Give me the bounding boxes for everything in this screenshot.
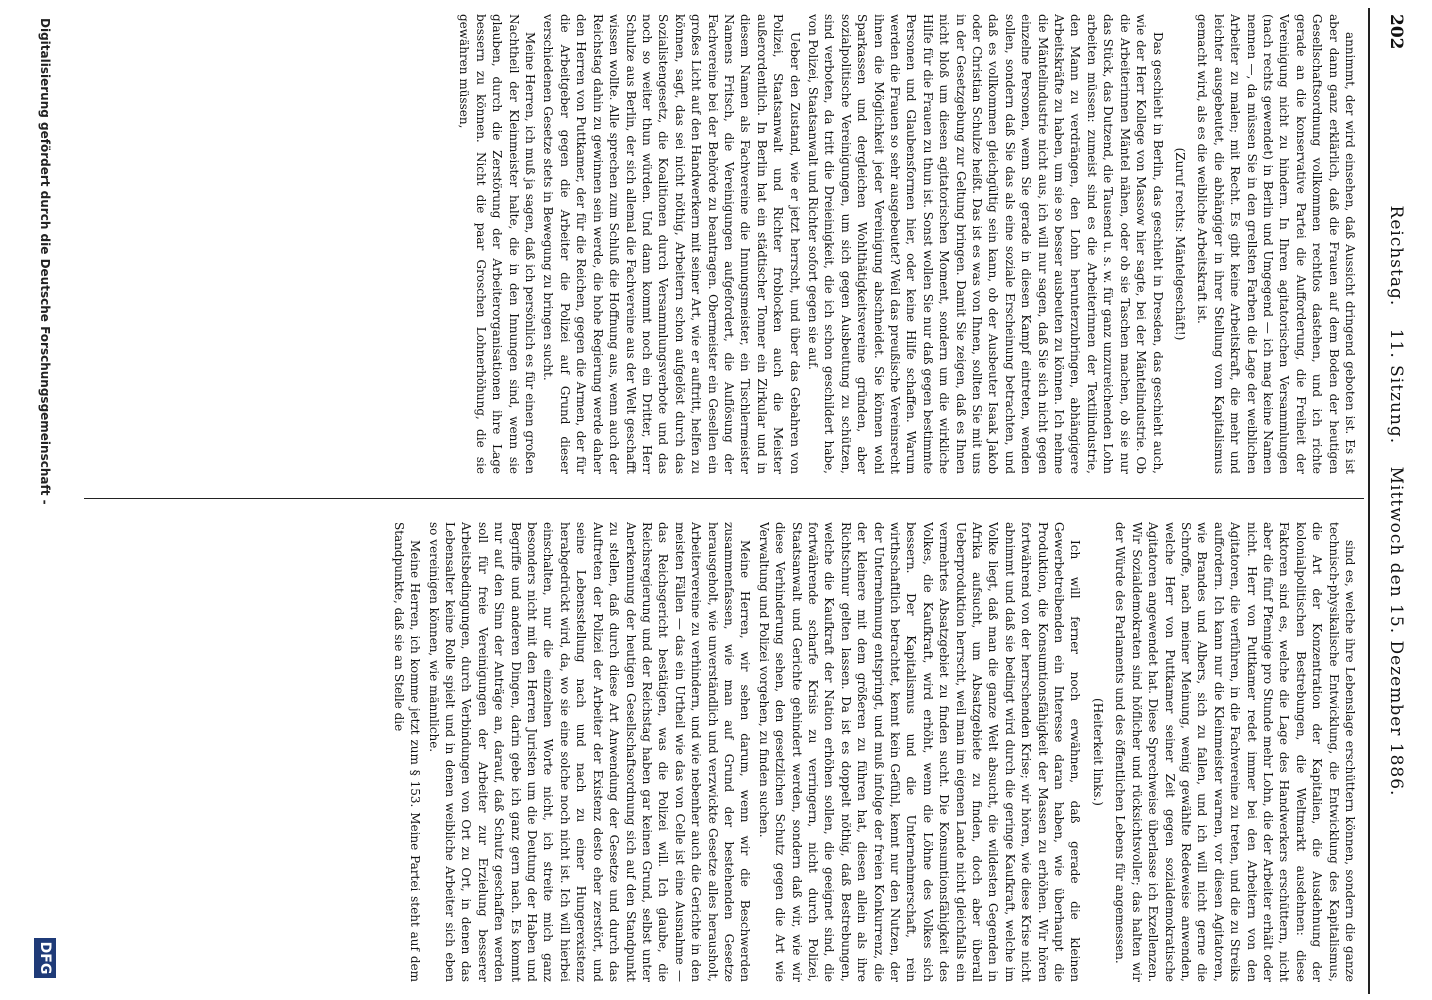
- column-divider: [84, 498, 1364, 499]
- paragraph: Meine Herren, wir sehen darum, wenn wir die Beschwerden zusammenfassen, wie man auf Grund der bestehenden Gesetze herausgeholt, wie unverständlich und verzwickte Gesetze alles herausholt, Arbeitervereine zu verhindern, und wie nebenher auch die Gerichte in den meisten Fällen — das ein Urtheil wie das von Celle ist eine Ausnahme — das Reichsgericht bestätigen, was die Polizei will. Ich glaube, die Reichsregierung und der Reichstag haben gar keinen Grund, selbst unter Anerkennung der heutigen Gesellschaftsordnung sich auf den Standpunkt zu stellen, daß durch diese Art Anwendung der Gesetze und durch das Auftreten der Polizei der Arbeiter der Existenz desto eher zerstört, und seine Lebensstellung nach und nach zu einer Hungerexistenz herabgedrückt wird, da, wo sie eine solche noch nicht ist. Ich will hierbei einschalten, nur die einzelnen Worte nicht, ich streite mich ganz besonders nicht mit den Herren Juristen um die Deutung der Haben und Begriffe und anderen Dingen, darin gebe ich ganz gern nach. Es kommt nur auf den Sinn der Anträge an, darauf, daß Schutz geschaffen werden soll für freie Vereinigungen der Arbeiter zur Erzielung besserer Arbeitsbedingungen, durch Verbindungen von Ort zu Ort, in denen das Lebensalter keine Rolle spielt und in denen weibliche Arbeiter sich eben so vereinigen können, wie männliche.: [426, 522, 753, 982]
- text-column-left: [88, 14, 1358, 474]
- paragraph: Meine Herren, ich muß ja sagen, daß ich persönlich es für einen großen Nachtheil der Kleinmeister halte, die in den Innungen sind, wenn sie glauben, durch die Zerstörung der Arbeiterorganisationen ihre Lage bessern zu können. Nicht die paar Groschen Lohnerhöhung, die sie gewähren müssen,: [457, 14, 538, 474]
- interjection: (Zuruf rechts: Mäntelgeschäft!): [1172, 147, 1187, 341]
- page-number: 202: [1386, 14, 1406, 50]
- page-header: [1368, 8, 1416, 994]
- funding-note: Digitalisierung gefördert durch die Deutsche Forschungsgemeinschaft -: [38, 18, 52, 505]
- running-head-title: Reichstag.: [1386, 205, 1406, 307]
- dfg-logo: DFG: [34, 938, 56, 978]
- paragraph: Ich will ferner noch erwähnen, daß gerade die kleinen Gewerbetreibenden ein Interesse daran haben, wie überhaupt die Produktion, die Konsumtionsfähigkeit der Massen zu erhöhen. Wir hören fortwährend von der herrschenden Krise; wir hören, wie diese Krise nicht abnimmt und daß sie bedingt wird durch die geringe Kaufkraft, welche im Volke liegt, daß man die ganze Welt absucht, die wildesten Gegenden in Afrika aufsucht, um Absatzgebiete zu finden, doch aber überall Ueberproduktion herrscht, weil man im eigenen Lande nicht gleichfalls ein vermehrtes Absatzgebiet zu finden sucht. Die Konsumtionsfähigkeit des Volkes, die Kaufkraft, wird erhöht, wenn die Löhne des Volkes sich bessern. Der Kapitalismus und die Unternehmerschaft, rein wirthschaftlich betrachtet, kennt kein Gefühl, kennt nur den Nutzen, der der Unternehmung entspringt, und muß infolge der freien Konkurrenz, die der kleinere mit dem größeren zu führen hat, diesen allein als ihre Richtschnur gelten lassen. Da ist es doppelt nöthig, daß Bestrebungen, welche die Kaufkraft der Nation erhöhen sollen, die geeignet sind, die fortwährende scharfe Krisis zu verringern, nicht durch Polizei, Staatsanwalt und Gerichte gehindert werden, sondern daß wir, wie wir diese Verhinderung sehen, den gesetzlichen Schutz gegen die Art wie Verwaltung und Polizei vorgehen, zu finden suchen.: [756, 522, 1083, 982]
- paragraph: Meine Herren, ich komme jetzt zum § 153. Meine Partei steht auf dem Standpunkte, daß sie an Stelle die: [391, 522, 423, 982]
- text-column-right: [88, 522, 1358, 982]
- running-head: [1386, 8, 1406, 994]
- rotated-document-page: [16, 8, 1416, 994]
- paragraph: sind es, welche ihre Lebenslage erschüttern können, sondern die ganze technisch-physikalische Entwicklung, die Entwicklung des Kapitalismus, die Art der Konzentration der Kapitalien, die Ausdehnung der kolonialpolitischen Bestrebungen, die Weltmarkt ausdehnen: diese Faktoren sind es, welche die Lage des Handwerkers erschüttern, nicht aber die fünf Pfennige pro Stunde mehr Lohn, die der Arbeiter erhält oder nicht. Herr von Puttkamer redet immer bei den Arbeitern von den Agitatoren, die verführen, in die Fachvereine zu treten, und die zu Streiks auffordern. Ich kann nur die Kleinmeister warnen, vor diesen Agitatoren, wie Brandes und Albers, sich zu fallen, und ich will nicht gerne die Schroffe, nach meiner Meinung, wenig gewählte Redeweise anwenden, welche Herr von Puttkamer seiner Zeit gegen sozialdemokratische Agitatoren angewendet hat. Diese Sprechweise überlasse ich Exzellenzen. Wir Sozialdemokraten sind höflicher und rücksichtsvoller; das halten wir der Würde des Parlaments und des öffentlichen Lebens für angemessen.: [1113, 522, 1357, 982]
- paragraph: Ueber den Zustand, wie er jetzt herrscht, und über das Gebahren von Polizei, Staatsanwalt und Richter froblocken auch die Meister außerordentlich. In Berlin hat ein städtischer Tonner ein Zirkular und in diesem Namen als Fachvereine die Innungsmeister, ein Tischlermeister Namens Fritsch, die Vereinigungen aufgefordert, die Auflösung der Fachvereine bei der Behörde zu beantragen. Obermeister ein Gesellen ein großes Licht auf den Handwerkern mit seiner Art, wie er auftritt, helfen zu können, sagt, das sei nicht nöthig, Arbeitern schon aufgelöst durch das Sozialistengesetz, die Koalitionen durch Versammlungsverbote und das noch so weiter thun würden. Und dann kommt noch ein Dritter, Herr Schulze aus Berlin, der sich allemal die Fachvereine aus der Welt geschafft wissen wollte. Alle sprechen zum Schluß die Hoffnung aus, wenn auch der Reichstag dahin zu gewinnen sein werde, die hohe Regierung werde daher den Herren von Puttkamer, der für die Reichen, gegen die Armen, der für die Arbeitgeber gegen die Arbeiter die Polizei auf Grund dieser verschiedenen Gesetze stets in Bewegung zu bringen sucht.: [541, 14, 802, 474]
- running-head-session: 11. Sitzung.: [1386, 328, 1406, 445]
- interjection: (Heiterkeit links.): [1090, 698, 1105, 806]
- paragraph: Das geschieht in Berlin, das geschieht in Dresden, das geschieht auch, wie der Herr Kollege von Massow hier sagte, bei der Mäntelindustrie. Ob die Arbeiterinnen Mäntel nähen, oder ob sie Taschen machen, ob sie nur das Stück, das Dutzend, die Tausend u. s. w. für ganz unzureichenden Lohn arbeiten müssen: zumeist sind es die Arbeiterinnen der Textilindustrie, den Mann zu verdrängen, den Lohn herunterzubringen, abhängigere Arbeitskräfte zu haben, um sie so besser ausbeuten zu können. Ich nehme die Mäntelindustrie nicht aus, ich will nur sagen, daß Sie sich nicht gegen einzelne Personen, wenn Sie gerade in diesen Kampf eintreten, wenden sollen, sondern daß Sie das als eine soziale Erscheinung betrachten, und daß es vollkommen gleichgültig sein kann, ob der Ausbeuter Isaak Jakob oder Christian Schulze heißt. Das ist es was von Ihnen, sollten Sie mit uns in der Gesetzgebung zur Geltung bringen. Damit Sie zeigen, daß es Ihnen nicht bloß um diesen agitatorischen Moment, sondern um die wirkliche Hilfe für die Frauen zu thun ist. Sonst wollen Sie nur daß gegen bestimmte Personen und Glaubensformen hier, oder keine Hilfe schaffen. Warum werden die Frauen so sehr ausgebeutet? Weil das preußische Vereinsrecht ihnen die Möglichkeit jeder Vereinigung abschneidet. Sie können wohl Sparkassen und dergleichen Wohlthätigkeitsvereine gründen, aber sozialpolitische Vereinigungen, um sich gegen Ausbeutung zu schützen, sind verboten, da tritt die Dreieinigkeit, die ich schon geschildert habe, von Polizei, Staatsanwalt und Richter sofort gegen sie auf.: [806, 14, 1165, 474]
- running-head-date: Mittwoch den 15. Dezember 1886.: [1386, 466, 1406, 797]
- paragraph: annimmt, der wird einsehen, daß Aussicht dringend geboten ist. Es ist aber dann ganz erklärlich, daß die Frauen auf dem Boden der heutigen Gesellschaftsordnung vollkommen rechtlos dastehen, und ich richte gerade an die konservative Partei die Aufforderung, die Freiheit der Vereinigung nicht zu hindern. In Ihren agitatorischen Versammlungen (nach rechts gewendet) in Berlin und Umgegend — ich mag keine Namen nennen —, da müssen Sie in den grellsten Farben die Lage der weiblichen Arbeiter zu malen; mit Recht. Es gibt keine Arbeitskraft, die mehr und leichter ausgebeutet, die abhängiger in ihrer Stellung vom Kapitalismus gemacht wird, als es die weibliche Arbeitskraft ist.: [1195, 14, 1357, 474]
- digitization-footer: [26, 8, 56, 994]
